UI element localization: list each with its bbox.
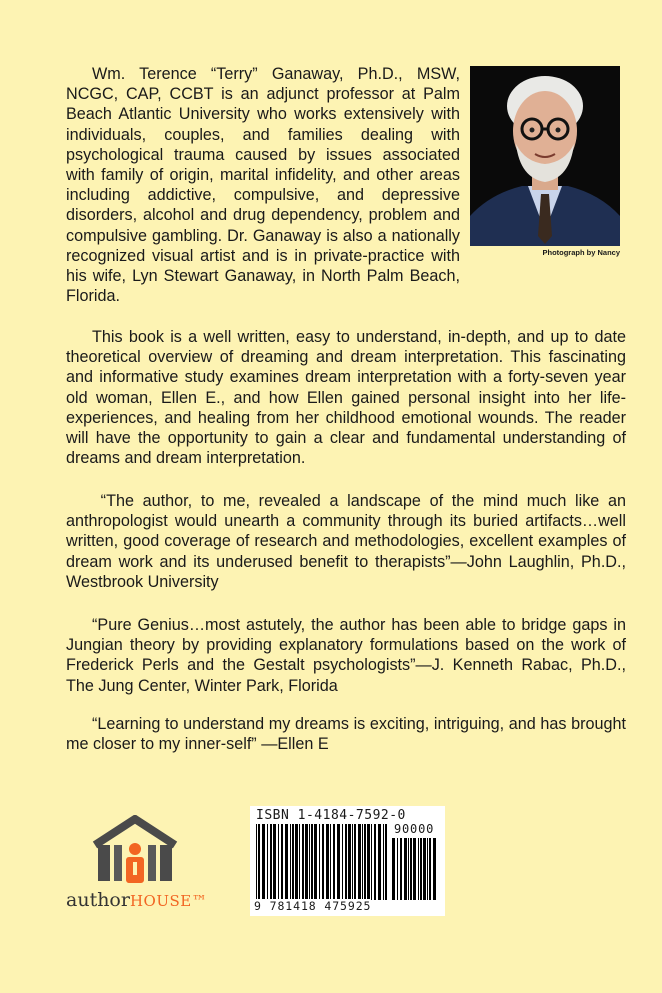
author-bio-text: Wm. Terence “Terry” Ganaway, Ph.D., MSW, NCGC, CAP, CCBT is an adjunct professor at Palm Beach Atlantic University who works extensively with individuals, couples, and families dealing with psychological trauma caused by issues associated with family of origin, marital infidelity, and other areas including addictive, compulsive, and depressive disorders, alcohol and drug dependency, problem and compulsive gambling. Dr. Ganaway is also a nationally recognized visual artist and is in private-practice with his wife, Lyn Stewart Ganaway, in North Palm Beach, Florida. bbox=[66, 65, 460, 306]
barcode-bar bbox=[333, 824, 335, 900]
author-portrait-image bbox=[470, 66, 620, 246]
barcode-bar bbox=[309, 824, 310, 900]
barcode-bar bbox=[305, 824, 308, 900]
barcode-bar bbox=[285, 824, 288, 900]
review-quote-1-text: “The author, to me, revealed a landscape of the mind much like an anthropologist would unearth a community through its buried artifacts…well written, good coverage of research and methodologies, excellent examples of dream work and its underused benefit to therapists”—John Laughlin, Ph.D., Westbrook University bbox=[66, 492, 626, 591]
review-quote-1 bbox=[66, 491, 626, 592]
barcode-bar bbox=[385, 824, 387, 900]
barcode-bar bbox=[397, 838, 398, 900]
ean-barcode bbox=[256, 824, 388, 900]
barcode-bar bbox=[295, 824, 298, 900]
publisher-name-part1: author bbox=[66, 889, 130, 911]
barcode-bar bbox=[362, 824, 363, 900]
barcode-bar bbox=[299, 824, 300, 900]
barcode-bar bbox=[258, 824, 260, 900]
barcode-bar bbox=[383, 824, 384, 900]
ean-digits: 9 781418 475925 bbox=[254, 899, 372, 913]
barcode-bar bbox=[371, 824, 372, 900]
barcode-bar bbox=[256, 824, 257, 900]
barcode-bar bbox=[326, 824, 329, 900]
barcode-bar bbox=[322, 824, 324, 900]
barcode-bar bbox=[262, 824, 265, 900]
barcode-bar bbox=[418, 838, 419, 900]
barcode-bar bbox=[281, 824, 283, 900]
price-addon-barcode bbox=[392, 838, 440, 900]
barcode-bar bbox=[314, 824, 317, 900]
barcode-bar bbox=[273, 824, 276, 900]
photo-caption: Photograph by Nancy bbox=[542, 248, 620, 257]
barcode-bar bbox=[364, 824, 366, 900]
barcode-bar bbox=[367, 824, 370, 900]
barcode-bar bbox=[410, 838, 412, 900]
barcode-bar bbox=[378, 824, 381, 900]
barcode-bar bbox=[358, 824, 361, 900]
barcode-bar bbox=[345, 824, 347, 900]
barcode-bar bbox=[404, 838, 407, 900]
barcode-bar bbox=[267, 824, 268, 900]
barcode-bar bbox=[408, 838, 409, 900]
barcode-bar bbox=[423, 838, 426, 900]
review-quote-3 bbox=[66, 714, 626, 754]
author-bio bbox=[66, 64, 460, 306]
barcode-bar bbox=[278, 824, 279, 900]
barcode-bar bbox=[374, 824, 376, 900]
review-quote-2-text: “Pure Genius…most astutely, the author has been able to bridge gaps in Jungian theory by providing explanatory formulations based on the work of Frederick Perls and the Gestalt psychologists”—J. Kenneth Rabac, Ph.D., The Jung Center, Winter Park, Florida bbox=[66, 616, 626, 695]
barcode-bar bbox=[427, 838, 428, 900]
house-with-person-icon bbox=[90, 815, 180, 890]
publisher-name bbox=[66, 889, 207, 911]
barcode-bar bbox=[270, 824, 272, 900]
barcode-bar bbox=[354, 824, 356, 900]
barcode-bar bbox=[302, 824, 304, 900]
barcode-bar bbox=[392, 838, 395, 900]
barcode-bar bbox=[352, 824, 353, 900]
barcode-bar bbox=[420, 838, 422, 900]
barcode-bar bbox=[337, 824, 340, 900]
author-photo bbox=[470, 66, 620, 246]
barcode-bar bbox=[433, 838, 436, 900]
barcode-bar bbox=[400, 838, 402, 900]
book-description-text: This book is a well written, easy to understand, in-depth, and up to date theoretical overview of dreaming and dream interpretation. This fascinating and informative study examines dream interpretation with a forty-seven year old woman, Ellen E., and how Ellen gained personal insight into her life-experiences, and healing from her childhood emotional wounds. The reader will have the opportunity to gain a clear and fundamental understanding of dreams and dream interpretation. bbox=[66, 328, 626, 468]
barcode-bar bbox=[290, 824, 291, 900]
review-quote-2 bbox=[66, 615, 626, 696]
publisher-trademark: ™ bbox=[191, 892, 208, 910]
barcode-bar bbox=[319, 824, 320, 900]
barcode-bar bbox=[348, 824, 351, 900]
barcode-bar bbox=[342, 824, 343, 900]
barcode-bar bbox=[292, 824, 294, 900]
barcode-bar bbox=[413, 838, 416, 900]
barcode-bar bbox=[429, 838, 431, 900]
book-description bbox=[66, 327, 626, 468]
barcode-bar bbox=[330, 824, 331, 900]
publisher-name-part2: HOUSE bbox=[129, 892, 192, 910]
review-quote-3-text: “Learning to understand my dreams is exciting, intriguing, and has brought me closer to my inner-self” —Ellen E bbox=[66, 715, 626, 754]
barcode-bar bbox=[311, 824, 313, 900]
isbn-label: ISBN 1-4184-7592-0 bbox=[256, 808, 406, 823]
price-code: 90000 bbox=[394, 822, 435, 836]
